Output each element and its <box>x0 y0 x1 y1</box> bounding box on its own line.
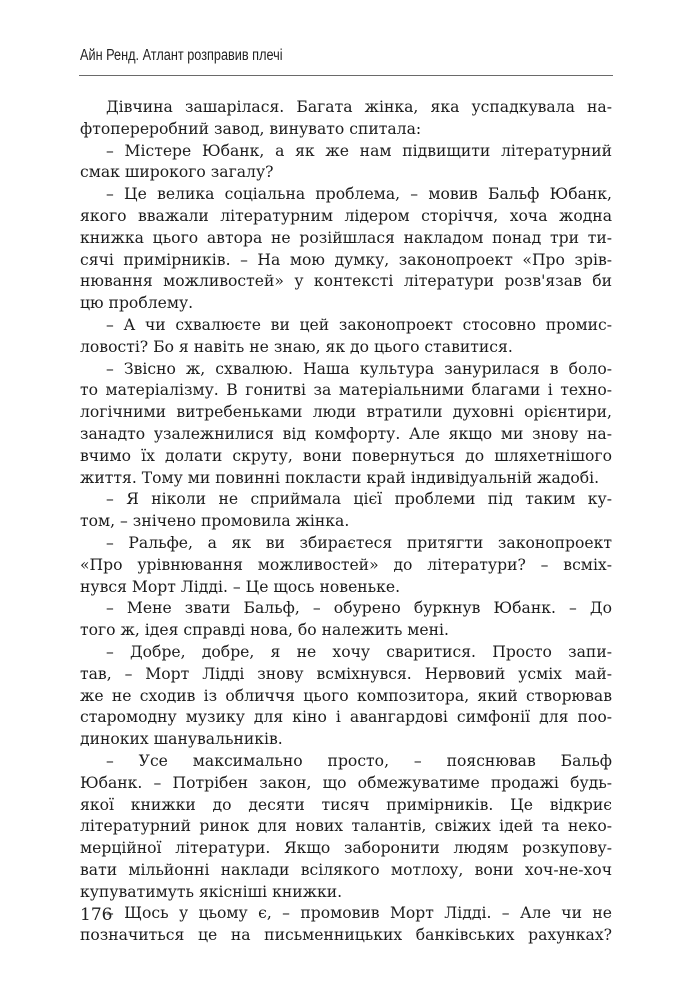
paragraph <box>80 359 612 490</box>
text-line: того ж, ідея справді нова, бо належить мені. <box>80 621 449 640</box>
text-line: ловості? Бо я навіть не знаю, як до цього ставитися. <box>80 337 513 356</box>
paragraph <box>80 489 612 533</box>
text-line: Юбанк. – Потрібен закон, що обмежуватиме продажі будь- <box>80 773 612 792</box>
text-line: – Ральфе, а як ви збираєтеся притягти законопроект <box>106 533 612 552</box>
paragraph <box>80 533 612 598</box>
text-line: купуватимуть якісніші книжки. <box>80 882 343 901</box>
paragraph <box>80 598 612 642</box>
text-line: занадто узалежнилися від комфорту. Але якщо ми знову на- <box>80 424 612 443</box>
paragraph <box>80 97 612 141</box>
text-line: якого вважали літературним лідером сторіччя, хоча жодна <box>80 206 612 225</box>
text-line: том, – знічено промовила жінка. <box>80 512 350 531</box>
running-header-title: Айн Ренд. Атлант розправив плечі <box>80 47 283 64</box>
paragraph <box>80 642 612 751</box>
text-line: диноких шанувальників. <box>80 730 283 749</box>
text-line: літературний ринок для нових талантів, свіжих ідей та неко- <box>80 817 612 836</box>
text-line: старомодну музику для кіно і авангардові симфонії для поо- <box>80 708 612 727</box>
text-line: сячі примірників. – На мою думку, законопроект «Про зрів- <box>80 250 612 269</box>
text-line: – А чи схвалюєте ви цей законопроект стосовно промис- <box>106 315 612 334</box>
page-number: 176 <box>80 905 113 925</box>
text-line: нувся Морт Лідді. – Це щось новеньке. <box>80 577 401 596</box>
text-line: вати мільйонні наклади всілякого мотлоху, вони хоч-не-хоч <box>80 860 612 879</box>
page-body <box>80 97 612 947</box>
paragraph <box>80 184 612 315</box>
text-line: логічними витребеньками люди втратили духовні орієнтири, <box>80 403 612 422</box>
text-line: позначиться це на письменницьких банківських рахунках? <box>80 926 612 945</box>
text-line: – Звісно ж, схвалюю. Наша культура занурилася в боло- <box>106 359 612 378</box>
text-line: якої книжки до десяти тисяч примірників. Це відкриє <box>80 795 612 814</box>
text-line: книжка цього автора не розійшлася накладом понад три ти- <box>80 228 612 247</box>
text-line: тав, – Морт Лідді знову всміхнувся. Нервовий усміх май- <box>80 664 612 683</box>
text-line: – Усе максимально просто, – пояснював Бальф <box>106 751 612 770</box>
text-line: – Добре, добре, я не хочу сваритися. Просто запи- <box>106 642 612 661</box>
header-rule <box>79 75 613 76</box>
text-line: – Щось у цьому є, – промовив Морт Лідді. – Але чи не <box>106 904 612 923</box>
text-line: – Містере Юбанк, а як же нам підвищити літературний <box>106 141 612 160</box>
text-line: то матеріалізму. В гонитві за матеріальними благами і техно- <box>80 381 612 400</box>
paragraph <box>80 903 612 947</box>
text-line: «Про урівнювання можливостей» до літератури? – всміх- <box>80 555 612 574</box>
text-line: смак широкого загалу? <box>80 163 274 182</box>
text-line: Дівчина зашарілася. Багата жінка, яка успадкувала на- <box>106 98 612 116</box>
text-line: цю проблему. <box>80 294 194 313</box>
text-line: – Я ніколи не сприймала цієї проблеми під таким ку- <box>106 490 612 509</box>
text-line: вчимо їх долати скруту, вони повернуться до шляхетнішого <box>80 446 612 465</box>
text-line: – Мене звати Бальф, – обурено буркнув Юбанк. – До <box>106 599 612 618</box>
text-line: нювання можливостей» у контексті літератури розв'язав би <box>80 272 612 291</box>
paragraph <box>80 315 612 359</box>
paragraph <box>80 751 612 904</box>
text-line: мерційної літератури. Якщо заборонити людям розкупову- <box>80 839 612 858</box>
text-line: фтопереробний завод, винувато спитала: <box>80 119 422 138</box>
text-line: же не сходив із обличчя цього композитора, який створював <box>80 686 612 705</box>
text-line: життя. Тому ми повинні покласти край індивідуальній жадобі. <box>80 468 600 487</box>
paragraph <box>80 141 612 185</box>
text-line: – Це велика соціальна проблема, – мовив Бальф Юбанк, <box>106 185 612 204</box>
